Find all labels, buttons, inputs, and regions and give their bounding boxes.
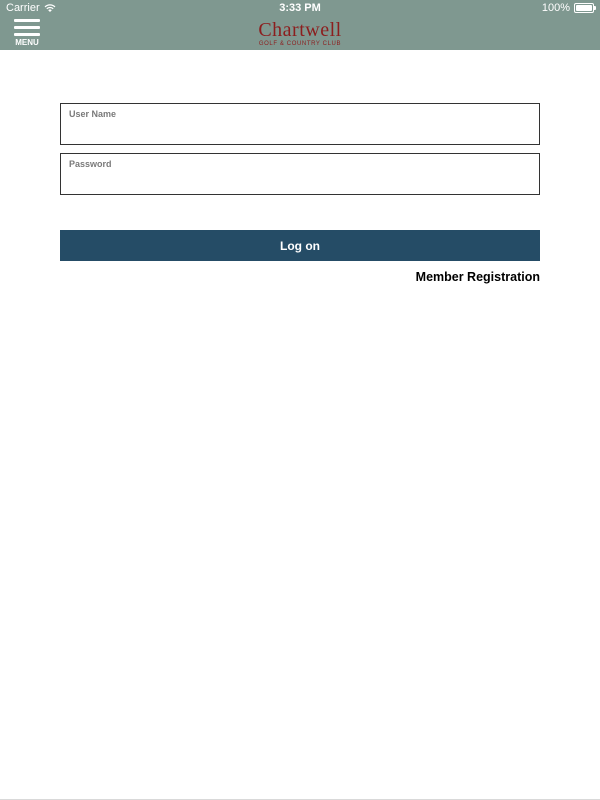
password-label: Password [69, 159, 112, 169]
battery-percent: 100% [541, 2, 570, 14]
logon-button[interactable]: Log on [60, 230, 540, 261]
username-field[interactable] [60, 103, 540, 145]
member-registration-link[interactable]: Member Registration [415, 270, 540, 284]
battery-info [542, 2, 594, 14]
carrier-label: Carrier [6, 2, 40, 14]
brand-logo [0, 20, 600, 47]
battery-icon [574, 3, 594, 13]
password-input[interactable] [69, 173, 531, 193]
status-time: 3:33 PM [279, 2, 321, 14]
brand-subtitle: GOLF & COUNTRY CLUB [258, 41, 342, 47]
app-header [0, 0, 600, 50]
username-label: User Name [69, 109, 117, 119]
menu-label: MENU [15, 38, 39, 47]
status-bar [0, 0, 600, 16]
brand-title: Chartwell [258, 19, 342, 41]
username-input[interactable] [69, 123, 531, 143]
password-field[interactable] [60, 153, 540, 195]
